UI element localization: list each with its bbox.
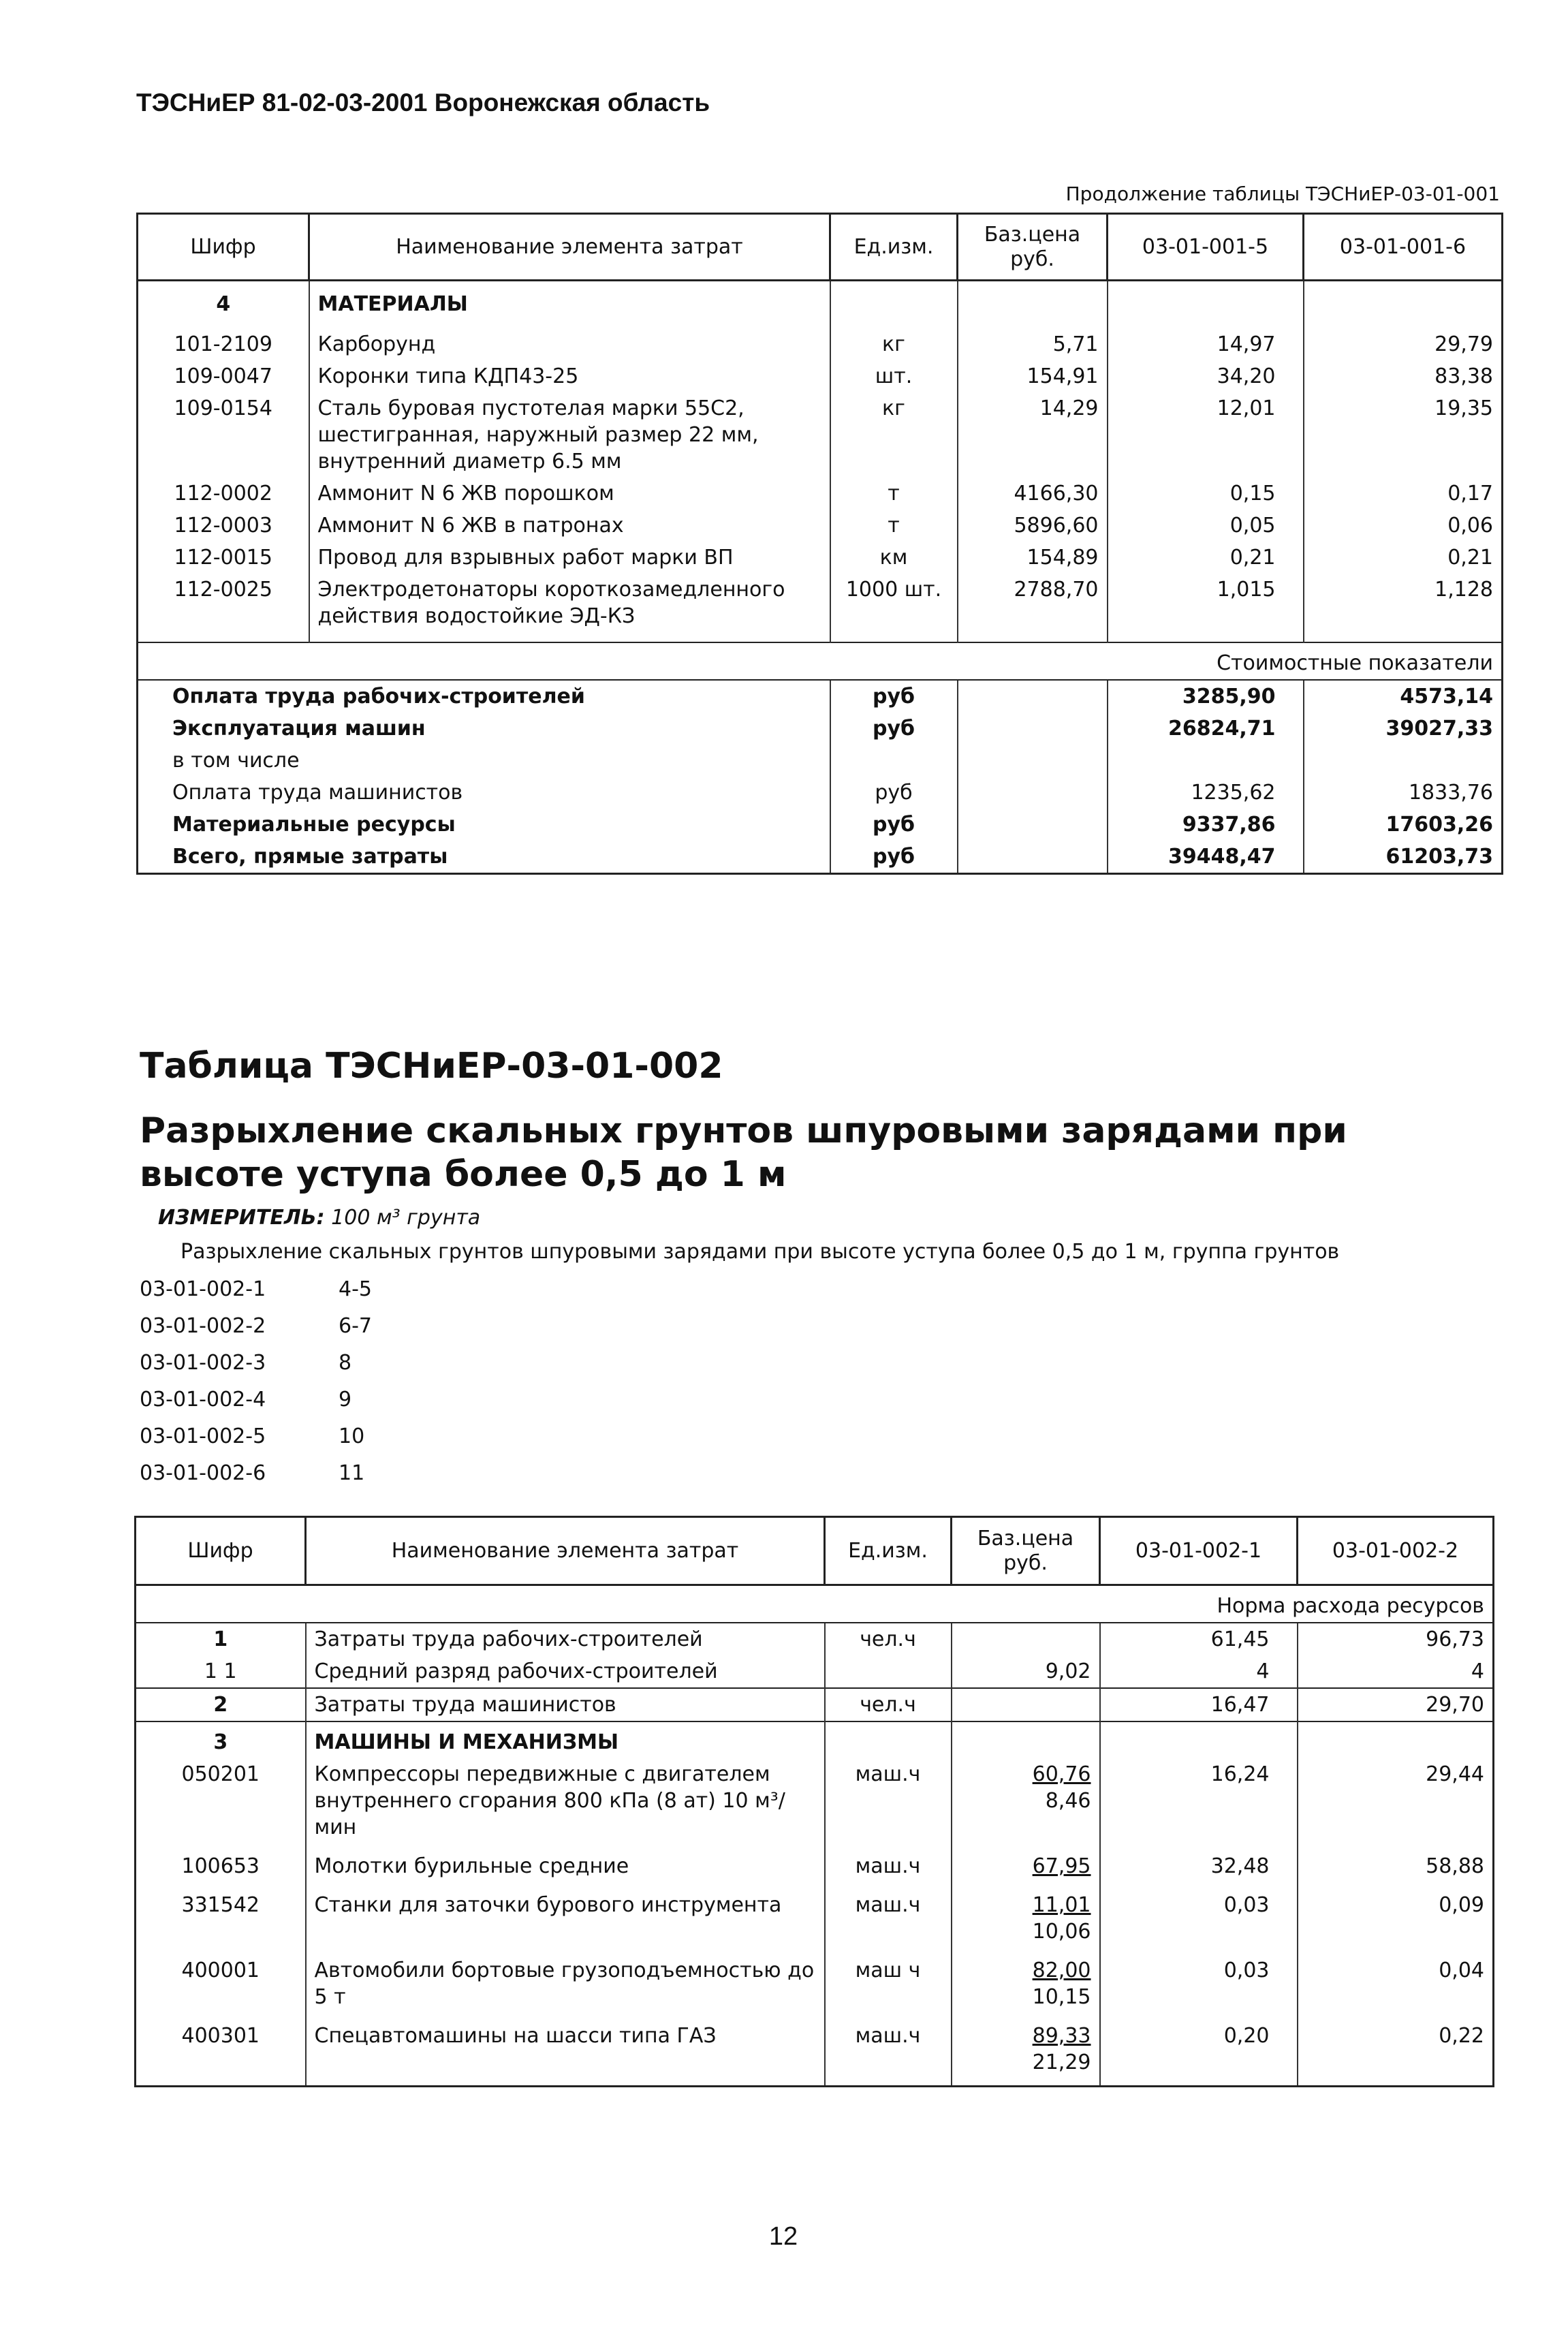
row-unit: т xyxy=(830,478,958,510)
row-price xyxy=(952,2020,1100,2087)
row-code: 112-0003 xyxy=(138,510,309,542)
price-total: 89,33 xyxy=(1032,2024,1091,2048)
cost-unit: руб xyxy=(830,809,958,841)
row-code: 109-0154 xyxy=(138,392,309,478)
row-code: 101-2109 xyxy=(138,328,309,360)
row-price: 154,89 xyxy=(958,542,1108,574)
cost-indicators-label: Стоимостные показатели xyxy=(138,642,1503,680)
cost-value-6: 4573,14 xyxy=(1304,680,1503,713)
row-price: 5896,60 xyxy=(958,510,1108,542)
col-header-name: Наименование элемента затрат xyxy=(306,1517,825,1585)
cost-row xyxy=(138,809,1503,841)
col-header-code: Шифр xyxy=(138,214,309,281)
group-value: 6-7 xyxy=(339,1314,372,1338)
empty-cell xyxy=(952,1721,1100,1758)
cost-value-5 xyxy=(1108,745,1304,777)
labor-row xyxy=(136,1623,1494,1655)
row-name: Сталь буровая пустотелая марки 55С2, шестигранная, наружный размер 22 мм, внутренний диаметр 6.5 мм xyxy=(309,392,830,478)
row-value-1: 16,24 xyxy=(1100,1758,1298,1850)
row-value-2: 0,04 xyxy=(1298,1954,1494,2020)
group-code: 03-01-002-2 xyxy=(140,1314,266,1338)
row-value-6: 29,79 xyxy=(1304,328,1503,360)
col-header-name: Наименование элемента затрат xyxy=(309,214,830,281)
cost-unit: руб xyxy=(830,777,958,809)
price-total: 11,01 xyxy=(1032,1893,1091,1917)
group-list-item xyxy=(140,1388,351,1412)
row-code: 2 xyxy=(136,1688,306,1721)
col-header-norm-1: 03-01-002-1 xyxy=(1100,1517,1298,1585)
row-value-6: 0,06 xyxy=(1304,510,1503,542)
row-value-5: 1,015 xyxy=(1108,574,1304,642)
section-row xyxy=(136,1721,1494,1758)
row-value-6: 83,38 xyxy=(1304,360,1503,392)
cost-table-03-01-002 xyxy=(134,1516,1494,2087)
row-name: Коронки типа КДП43-25 xyxy=(309,360,830,392)
machine-row xyxy=(136,1850,1494,1889)
machine-row xyxy=(136,1758,1494,1850)
row-value-5: 0,15 xyxy=(1108,478,1304,510)
row-name: Электродетонаторы короткозамедленного действия водостойкие ЭД-КЗ xyxy=(309,574,830,642)
row-name: Затраты труда машинистов xyxy=(306,1688,825,1721)
cost-unit xyxy=(830,745,958,777)
section-code: 3 xyxy=(136,1721,306,1758)
row-unit: чел.ч xyxy=(825,1623,952,1655)
group-code: 03-01-002-1 xyxy=(140,1277,266,1301)
price-total: 82,00 xyxy=(1032,1959,1091,1982)
labor-row xyxy=(136,1655,1494,1688)
row-value-1: 4 xyxy=(1100,1655,1298,1688)
cost-label: Эксплуатация машин xyxy=(138,713,830,745)
row-value-1: 0,03 xyxy=(1100,1954,1298,2020)
cost-value-6: 39027,33 xyxy=(1304,713,1503,745)
cost-price-empty xyxy=(958,713,1108,745)
row-unit: кг xyxy=(830,328,958,360)
table-row xyxy=(138,392,1503,478)
row-value-6: 0,21 xyxy=(1304,542,1503,574)
cost-value-5: 3285,90 xyxy=(1108,680,1304,713)
group-list-item xyxy=(140,1461,364,1485)
row-code: 112-0025 xyxy=(138,574,309,642)
group-code: 03-01-002-6 xyxy=(140,1461,266,1485)
col-header-unit: Ед.изм. xyxy=(830,214,958,281)
group-list-item xyxy=(140,1277,372,1301)
row-value-5: 0,05 xyxy=(1108,510,1304,542)
group-description: Разрыхление скальных грунтов шпуровыми зарядами при высоте уступа более 0,5 до 1 м, группа грунтов xyxy=(181,1240,1340,1264)
section-name: МАТЕРИАЛЫ xyxy=(309,281,830,328)
table-row xyxy=(138,542,1503,574)
row-value-1: 0,03 xyxy=(1100,1889,1298,1954)
cost-value-5: 39448,47 xyxy=(1108,841,1304,874)
machine-row xyxy=(136,1889,1494,1954)
cost-value-6 xyxy=(1304,745,1503,777)
labor-row xyxy=(136,1688,1494,1721)
cost-table-03-01-001 xyxy=(136,213,1503,875)
page-number: 12 xyxy=(768,2222,798,2251)
cost-label: Материальные ресурсы xyxy=(138,809,830,841)
row-price xyxy=(952,1623,1100,1655)
table-row xyxy=(138,478,1503,510)
machine-row xyxy=(136,2020,1494,2087)
row-code: 1 xyxy=(136,1623,306,1655)
row-name: Молотки бурильные средние xyxy=(306,1850,825,1889)
cost-indicators-header xyxy=(138,642,1503,680)
row-name: Аммонит N 6 ЖВ порошком xyxy=(309,478,830,510)
cost-value-6: 61203,73 xyxy=(1304,841,1503,874)
table-row xyxy=(138,574,1503,642)
row-code: 109-0047 xyxy=(138,360,309,392)
row-name: Автомобили бортовые грузоподъемностью до 5 т xyxy=(306,1954,825,2020)
cost-row xyxy=(138,713,1503,745)
group-value: 4-5 xyxy=(339,1277,372,1301)
row-value-5: 34,20 xyxy=(1108,360,1304,392)
cost-row xyxy=(138,680,1503,713)
group-code: 03-01-002-3 xyxy=(140,1351,266,1375)
row-unit: 1000 шт. xyxy=(830,574,958,642)
row-price: 2788,70 xyxy=(958,574,1108,642)
group-value: 10 xyxy=(339,1424,365,1448)
row-unit: км xyxy=(830,542,958,574)
cost-label: в том числе xyxy=(138,745,830,777)
cost-value-6: 17603,26 xyxy=(1304,809,1503,841)
col-header-norm-2: 03-01-002-2 xyxy=(1298,1517,1494,1585)
cost-price-empty xyxy=(958,680,1108,713)
document-header: ТЭСНиЕР 81-02-03-2001 Воронежская область xyxy=(136,89,710,116)
row-unit: маш.ч xyxy=(825,1758,952,1850)
cost-unit: руб xyxy=(830,841,958,874)
group-list-item xyxy=(140,1351,351,1375)
col-header-code: Шифр xyxy=(136,1517,306,1585)
table-continuation-caption: Продолжение таблицы ТЭСНиЕР-03-01-001 xyxy=(1065,183,1500,205)
machine-row xyxy=(136,1954,1494,2020)
table2-subtitle: Разрыхление скальных грунтов шпуровыми зарядами при высоте уступа более 0,5 до 1 м xyxy=(140,1110,1347,1195)
row-unit: кг xyxy=(830,392,958,478)
col-header-norm-5: 03-01-001-5 xyxy=(1108,214,1304,281)
row-unit: маш ч xyxy=(825,1954,952,2020)
cost-value-5: 9337,86 xyxy=(1108,809,1304,841)
price-total: 67,95 xyxy=(1032,1854,1091,1878)
row-value-5: 12,01 xyxy=(1108,392,1304,478)
row-price: 154,91 xyxy=(958,360,1108,392)
cost-unit: руб xyxy=(830,713,958,745)
table2-title: Таблица ТЭСНиЕР-03-01-002 xyxy=(140,1046,723,1087)
row-code: 400301 xyxy=(136,2020,306,2087)
cost-label: Оплата труда машинистов xyxy=(138,777,830,809)
price-wages: 21,29 xyxy=(1032,2051,1091,2074)
col-header-price: Баз.цена руб. xyxy=(952,1517,1100,1585)
row-value-5: 14,97 xyxy=(1108,328,1304,360)
row-unit: т xyxy=(830,510,958,542)
row-price: 5,71 xyxy=(958,328,1108,360)
cost-label: Всего, прямые затраты xyxy=(138,841,830,874)
group-value: 9 xyxy=(339,1388,352,1412)
row-value-5: 0,21 xyxy=(1108,542,1304,574)
row-name: Компрессоры передвижные с двигателем внутреннего сгорания 800 кПа (8 ат) 10 м³/мин xyxy=(306,1758,825,1850)
meter-label: ИЗМЕРИТЕЛЬ: xyxy=(158,1206,325,1230)
row-price xyxy=(952,1889,1100,1954)
row-value-1: 61,45 xyxy=(1100,1623,1298,1655)
table-row xyxy=(138,360,1503,392)
row-price xyxy=(952,1954,1100,2020)
price-total: 60,76 xyxy=(1032,1762,1091,1786)
table-row xyxy=(138,328,1503,360)
row-name: Затраты труда рабочих-строителей xyxy=(306,1623,825,1655)
row-code: 050201 xyxy=(136,1758,306,1850)
row-name: Станки для заточки бурового инструмента xyxy=(306,1889,825,1954)
row-value-2: 29,70 xyxy=(1298,1688,1494,1721)
cost-value-5: 26824,71 xyxy=(1108,713,1304,745)
cost-price-empty xyxy=(958,777,1108,809)
row-value-2: 29,44 xyxy=(1298,1758,1494,1850)
cost-price-empty xyxy=(958,841,1108,874)
row-value-6: 1,128 xyxy=(1304,574,1503,642)
row-price xyxy=(952,1758,1100,1850)
meter-line xyxy=(158,1206,480,1230)
row-value-2: 4 xyxy=(1298,1655,1494,1688)
row-unit: шт. xyxy=(830,360,958,392)
group-list-item xyxy=(140,1314,372,1338)
empty-cell xyxy=(1298,1721,1494,1758)
norm-header xyxy=(136,1585,1494,1623)
row-unit: маш.ч xyxy=(825,1850,952,1889)
col-header-norm-6: 03-01-001-6 xyxy=(1304,214,1503,281)
cost-label: Оплата труда рабочих-строителей xyxy=(138,680,830,713)
group-list-item xyxy=(140,1424,364,1448)
norm-header-label: Норма расхода ресурсов xyxy=(136,1585,1494,1623)
col-header-unit: Ед.изм. xyxy=(825,1517,952,1585)
group-code: 03-01-002-4 xyxy=(140,1388,266,1412)
row-unit: чел.ч xyxy=(825,1688,952,1721)
cost-row xyxy=(138,777,1503,809)
cost-price-empty xyxy=(958,745,1108,777)
row-price: 14,29 xyxy=(958,392,1108,478)
row-code: 331542 xyxy=(136,1889,306,1954)
row-unit xyxy=(825,1655,952,1688)
section-code: 4 xyxy=(138,281,309,328)
row-name: Аммонит N 6 ЖВ в патронах xyxy=(309,510,830,542)
row-price: 9,02 xyxy=(952,1655,1100,1688)
row-code: 112-0002 xyxy=(138,478,309,510)
meter-value: 100 м³ грунта xyxy=(331,1206,481,1230)
cost-row xyxy=(138,745,1503,777)
row-value-6: 19,35 xyxy=(1304,392,1503,478)
cost-price-empty xyxy=(958,809,1108,841)
group-value: 8 xyxy=(339,1351,352,1375)
row-code: 400001 xyxy=(136,1954,306,2020)
row-unit: маш.ч xyxy=(825,2020,952,2087)
price-wages: 10,06 xyxy=(1032,1920,1091,1944)
row-name: Карборунд xyxy=(309,328,830,360)
row-value-1: 0,20 xyxy=(1100,2020,1298,2087)
row-code: 112-0015 xyxy=(138,542,309,574)
col-header-price: Баз.цена руб. xyxy=(958,214,1108,281)
cost-value-6: 1833,76 xyxy=(1304,777,1503,809)
row-value-2: 96,73 xyxy=(1298,1623,1494,1655)
table-row xyxy=(138,510,1503,542)
group-code: 03-01-002-5 xyxy=(140,1424,266,1448)
cost-row xyxy=(138,841,1503,874)
row-value-2: 0,22 xyxy=(1298,2020,1494,2087)
row-code: 100653 xyxy=(136,1850,306,1889)
row-name: Провод для взрывных работ марки ВП xyxy=(309,542,830,574)
empty-cell xyxy=(825,1721,952,1758)
row-value-1: 32,48 xyxy=(1100,1850,1298,1889)
row-name: Средний разряд рабочих-строителей xyxy=(306,1655,825,1688)
cost-unit: руб xyxy=(830,680,958,713)
price-wages: 10,15 xyxy=(1032,1985,1091,2009)
group-value: 11 xyxy=(339,1461,365,1485)
empty-cell xyxy=(1100,1721,1298,1758)
row-value-6: 0,17 xyxy=(1304,478,1503,510)
section-row xyxy=(138,281,1503,328)
section-name: МАШИНЫ И МЕХАНИЗМЫ xyxy=(306,1721,825,1758)
cost-value-5: 1235,62 xyxy=(1108,777,1304,809)
row-value-2: 58,88 xyxy=(1298,1850,1494,1889)
row-name: Спецавтомашины на шасси типа ГАЗ xyxy=(306,2020,825,2087)
row-price xyxy=(952,1850,1100,1889)
row-code: 1 1 xyxy=(136,1655,306,1688)
row-value-2: 0,09 xyxy=(1298,1889,1494,1954)
row-price: 4166,30 xyxy=(958,478,1108,510)
row-unit: маш.ч xyxy=(825,1889,952,1954)
price-wages: 8,46 xyxy=(1045,1789,1091,1813)
row-price xyxy=(952,1688,1100,1721)
row-value-1: 16,47 xyxy=(1100,1688,1298,1721)
